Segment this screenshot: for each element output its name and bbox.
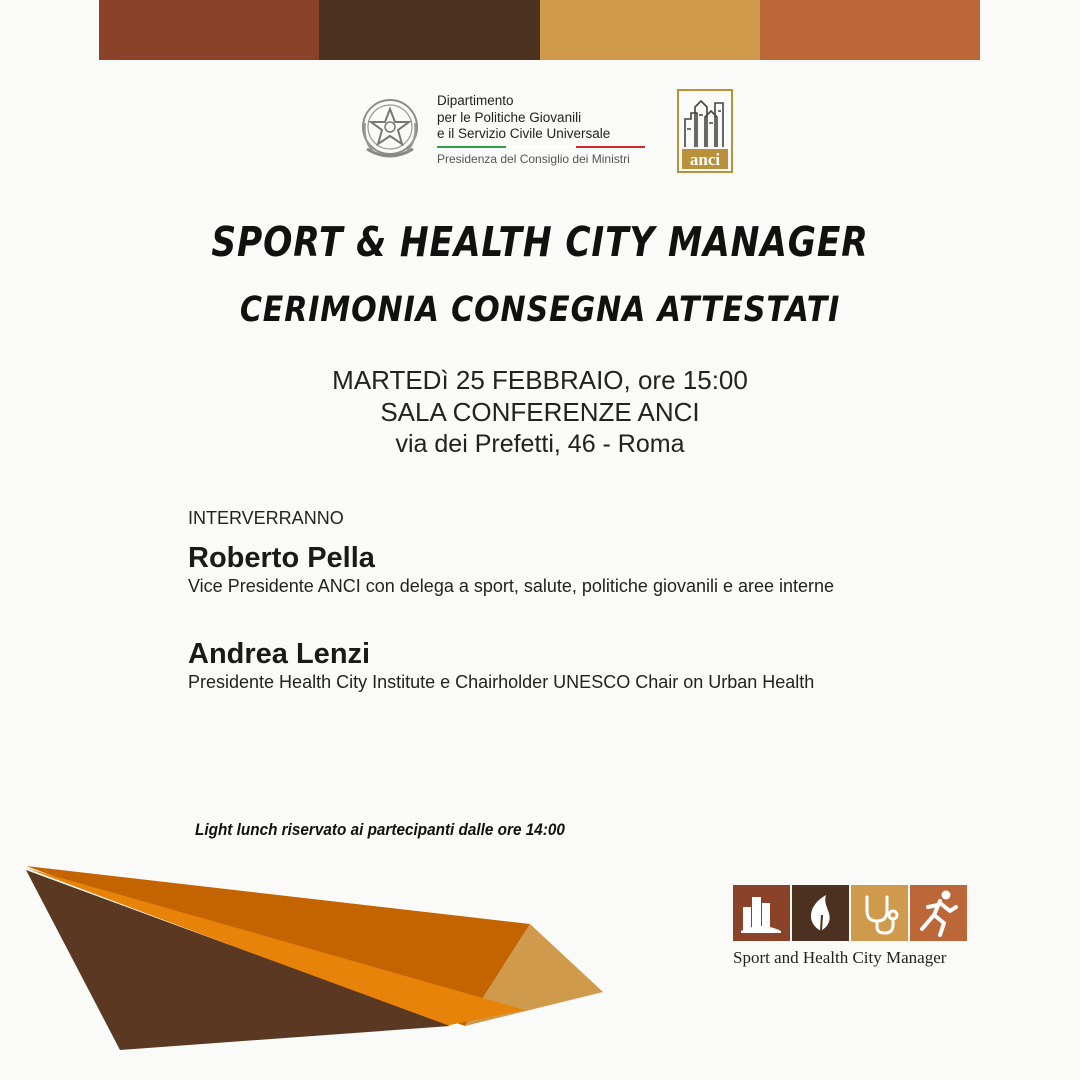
top-bar-segment (760, 0, 980, 60)
italian-republic-emblem-icon (357, 93, 423, 165)
dept-line: e il Servizio Civile Universale (437, 126, 611, 141)
italian-flag-rule (437, 146, 645, 148)
speakers-section (188, 508, 988, 693)
top-bar-segment (540, 0, 760, 60)
shcm-caption: Sport and Health City Manager (733, 948, 947, 967)
top-bar-segment (99, 0, 319, 60)
anci-logo-text: anci (689, 150, 721, 169)
event-address: via dei Prefetti, 46 - Roma (395, 430, 685, 458)
department-text (437, 93, 647, 166)
speaker-name: Roberto Pella (188, 542, 375, 574)
speaker-name: Andrea Lenzi (188, 638, 371, 670)
stethoscope-icon (851, 885, 908, 941)
dept-line: per le Politiche Giovanili (437, 109, 582, 125)
top-color-bar (99, 0, 980, 60)
speaker (188, 637, 988, 693)
speaker (188, 541, 988, 597)
shcm-brand-logo (733, 885, 973, 968)
event-subtitle: CERIMONIA CONSEGNA ATTESTATI (239, 290, 841, 330)
speakers-intro: INTERVERRANNO (188, 508, 344, 528)
runner-icon (910, 885, 967, 941)
top-bar-segment (319, 0, 539, 60)
header-logos (355, 85, 745, 177)
event-title: SPORT & HEALTH CITY MANAGER (211, 218, 869, 266)
lunch-note: Light lunch riservato ai partecipanti dalle ore 14:00 (195, 820, 565, 839)
city-buildings-icon (733, 885, 790, 941)
speaker-role: Vice Presidente ANCI con delega a sport, salute, politiche giovanili e aree interne (188, 576, 835, 596)
speaker-role: Presidente Health City Institute e Chairholder UNESCO Chair on Urban Health (188, 672, 815, 692)
dept-subtitle: Presidenza del Consiglio dei Ministri (437, 151, 630, 166)
leaf-icon (792, 885, 849, 941)
dept-line: Dipartimento (437, 93, 514, 108)
event-venue: SALA CONFERENZE ANCI (380, 397, 700, 427)
event-date: MARTEDì 25 FEBBRAIO, ore 15:00 (332, 365, 748, 395)
decorative-paper-plane-shape (0, 850, 620, 1050)
anci-logo-icon (677, 89, 733, 173)
